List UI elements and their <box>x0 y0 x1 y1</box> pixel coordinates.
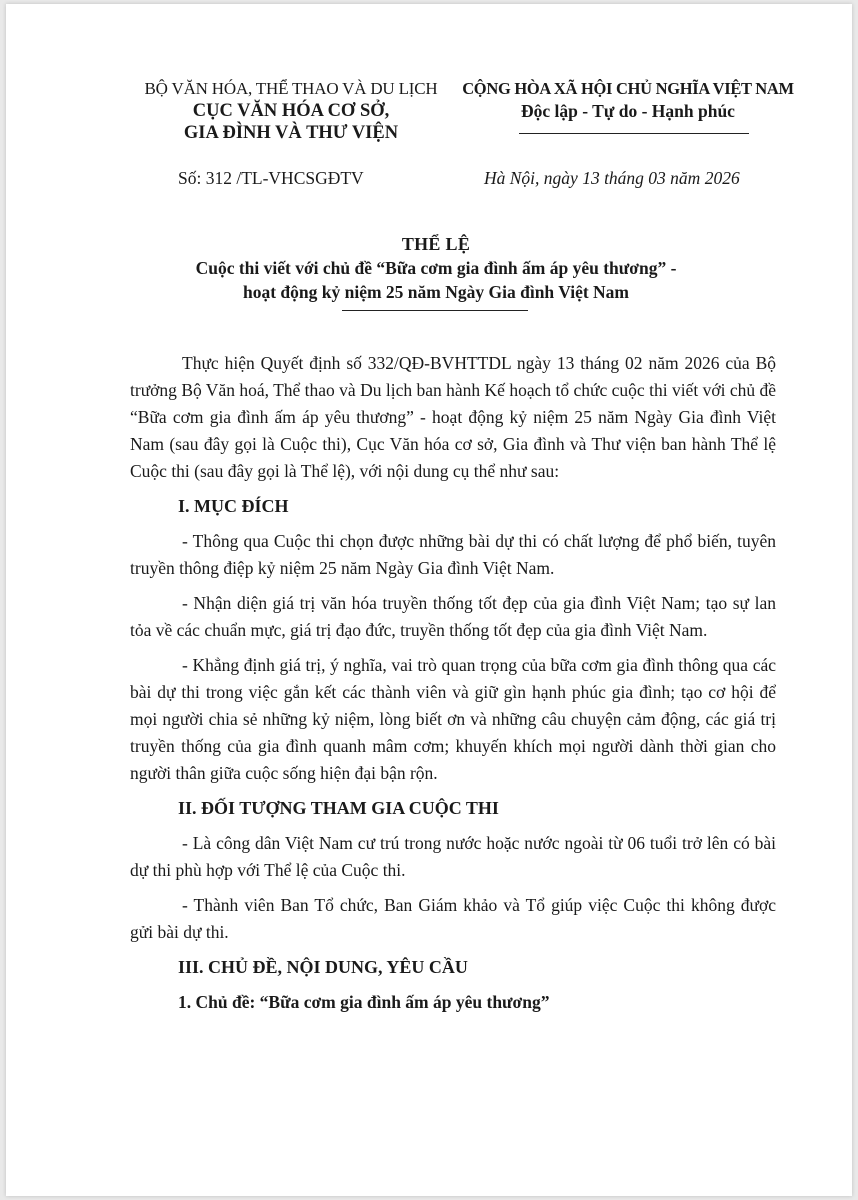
issuer-block <box>126 78 456 144</box>
document-type: THỂ LỆ <box>401 234 471 254</box>
subsection-heading-theme: 1. Chủ đề: “Bữa cơm gia đình ấm áp yêu thương” <box>178 992 550 1012</box>
ministry-name: BỘ VĂN HÓA, THỂ THAO VÀ DU LỊCH <box>144 79 438 98</box>
title-underline <box>342 310 528 311</box>
document-title-block <box>86 232 786 304</box>
document-number: Số: 312 /TL-VHCSGĐTV <box>178 168 364 188</box>
section-heading-purpose: I. MỤC ĐÍCH <box>178 496 289 516</box>
document-subtitle-line2: hoạt động kỷ niệm 25 năm Ngày Gia đình Việt Nam <box>242 282 630 302</box>
department-name-line2: GIA ĐÌNH VÀ THƯ VIỆN <box>183 123 399 143</box>
purpose-paragraph-1: - Thông qua Cuộc thi chọn được những bài dự thi có chất lượng để phổ biến, tuyên truyền thông điệp kỷ niệm 25 năm Ngày Gia đình Việt Nam. <box>130 531 776 578</box>
national-motto: Độc lập - Tự do - Hạnh phúc <box>521 101 735 121</box>
participants-paragraph-1: - Là công dân Việt Nam cư trú trong nước hoặc nước ngoài từ 06 tuổi trở lên có bài dự thi phù hợp với Thể lệ của Cuộc thi. <box>130 833 776 880</box>
document-subtitle-line1: Cuộc thi viết với chủ đề “Bữa cơm gia đình ấm áp yêu thương” - <box>195 258 677 278</box>
section-heading-theme: III. CHỦ ĐỀ, NỘI DUNG, YÊU CẦU <box>178 957 468 977</box>
department-name-line1: CỤC VĂN HÓA CƠ SỞ, <box>192 101 390 121</box>
place-and-date: Hà Nội, ngày 13 tháng 03 năm 2026 <box>484 168 740 188</box>
nation-name: CỘNG HÒA XÃ HỘI CHỦ NGHĨA VIỆT NAM <box>462 79 794 98</box>
document-body <box>130 350 776 1016</box>
purpose-paragraph-3: - Khẳng định giá trị, ý nghĩa, vai trò quan trọng của bữa cơm gia đình thông qua các bài dự thi trong việc gắn kết các thành viên và giữ gìn hạnh phúc gia đình; tạo cơ hội để mọi người chia sẻ những kỷ niệm, lòng biết ơn và những câu chuyện cảm động, các giá trị truyền thống của gia đình quanh mâm cơm; khuyến khích mọi người dành thời gian cho người thân giữa cuộc sống hiện đại bận rộn. <box>130 655 776 783</box>
participants-paragraph-2: - Thành viên Ban Tổ chức, Ban Giám khảo và Tổ giúp việc Cuộc thi không được gửi bài dự thi. <box>130 895 776 942</box>
intro-paragraph: Thực hiện Quyết định số 332/QĐ-BVHTTDL ngày 13 tháng 02 năm 2026 của Bộ trưởng Bộ Văn hoá, Thể thao và Du lịch ban hành Kế hoạch tổ chức cuộc thi viết với chủ đề “Bữa cơm gia đình ấm áp yêu thương” - hoạt động kỷ niệm 25 năm Ngày Gia đình Việt Nam (sau đây gọi là Cuộc thi), Cục Văn hóa cơ sở, Gia đình và Thư viện ban hành Thể lệ Cuộc thi (sau đây gọi là Thể lệ), với nội dung cụ thể như sau: <box>130 353 776 481</box>
purpose-paragraph-2: - Nhận diện giá trị văn hóa truyền thống tốt đẹp của gia đình Việt Nam; tạo sự lan tỏa về các chuẩn mực, giá trị đạo đức, truyền thống tốt đẹp của gia đình Việt Nam. <box>130 593 776 640</box>
motto-underline <box>519 133 749 134</box>
national-motto-block <box>448 78 808 122</box>
section-heading-participants: II. ĐỐI TƯỢNG THAM GIA CUỘC THI <box>178 798 499 818</box>
document-page <box>6 4 852 1196</box>
